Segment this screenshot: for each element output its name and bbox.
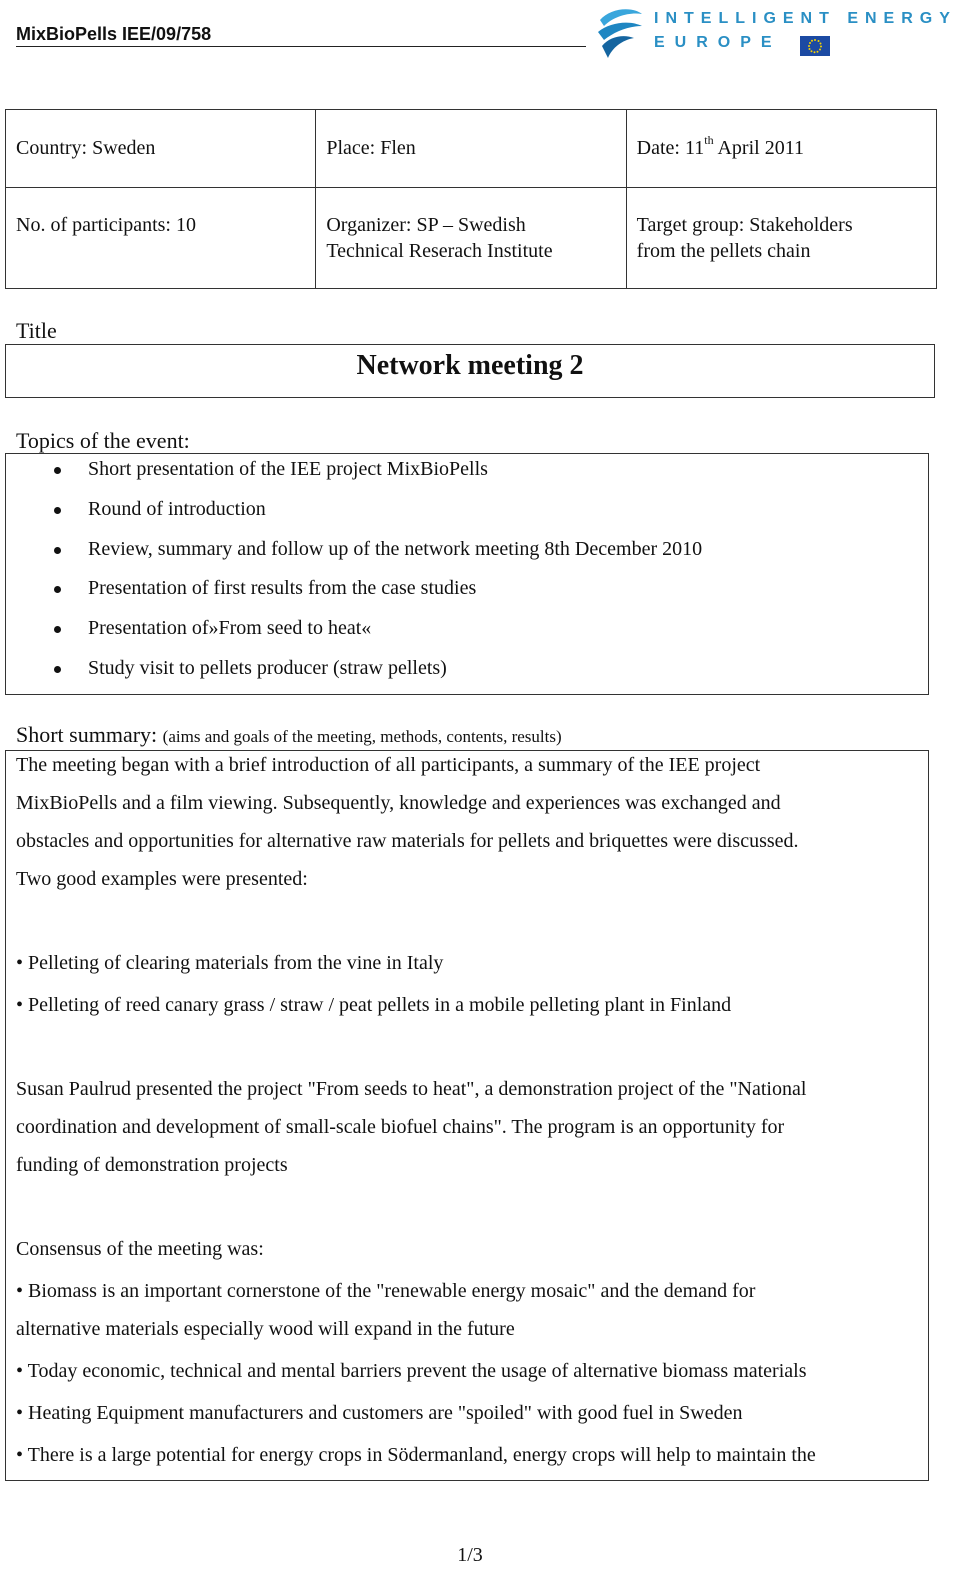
- consensus-item: • Biomass is an important cornerstone of the "renewable energy mosaic" and the demand for: [16, 1280, 756, 1302]
- consensus-item: • Today economic, technical and mental barriers prevent the usage of alternative biomass materials: [16, 1360, 807, 1382]
- meeting-title: Network meeting 2: [5, 344, 935, 398]
- consensus-item: • There is a large potential for energy crops in Södermanland, energy crops will help to maintain the: [16, 1444, 816, 1466]
- intelligent-energy-europe-logo: [596, 6, 956, 62]
- summary-paragraph-1: The meeting began with a brief introduction of all participants, a summary of the IEE project MixBioPells and a film viewing. Subsequently, knowledge and experiences was exchanged and obstacles and opportunities for alternative raw materials for pellets and briquettes were discussed. Two good examples were presented:: [16, 754, 799, 890]
- title-label: Title: [16, 318, 57, 343]
- consensus-item: alternative materials especially wood will expand in the future: [16, 1318, 515, 1340]
- topics-label: Topics of the event:: [16, 428, 190, 453]
- logo-text-line1: INTELLIGENT ENERGY: [654, 10, 957, 27]
- place-cell: Place: Flen: [316, 110, 626, 188]
- summary-box: [5, 750, 929, 1481]
- consensus-item: • Heating Equipment manufacturers and customers are "spoiled" with good fuel in Sweden: [16, 1402, 743, 1424]
- logo-text-line2: EUROPE: [654, 34, 782, 51]
- organizer-cell: Organizer: SP – Swedish Technical Reserach Institute: [316, 188, 626, 289]
- event-info-table: [5, 109, 937, 289]
- example-item: • Pelleting of clearing materials from the vine in Italy: [16, 952, 444, 974]
- example-item: • Pelleting of reed canary grass / straw / peat pellets in a mobile pelleting plant in Finland: [16, 994, 732, 1016]
- summary-paragraph-2: Susan Paulrud presented the project "From seeds to heat", a demonstration project of the "National coordination and development of small-scale biofuel chains". The program is an opportunity for funding of demonstration projects: [16, 1078, 807, 1176]
- date-cell: Date: 11th April 2011: [626, 110, 936, 188]
- eu-flag-icon: [800, 36, 830, 56]
- summary-label: Short summary: (aims and goals of the meeting, methods, contents, results): [16, 722, 562, 747]
- target-group-cell: Target group: Stakeholders from the pellets chain: [626, 188, 936, 289]
- project-code: MixBioPells IEE/09/758: [16, 24, 586, 47]
- participants-cell: No. of participants: 10: [6, 188, 316, 289]
- page-number: 1/3: [457, 1544, 483, 1566]
- swoosh-icon: [596, 6, 648, 60]
- country-cell: Country: Sweden: [6, 110, 316, 188]
- topics-list: Short presentation of the IEE project MixBioPells Round of introduction Review, summary and follow up of the network meeting 8th December 2010 Presentation of first results from the case studies Presentation of»From seed to heat« Study visit to pellets producer (straw pellets): [5, 453, 929, 695]
- consensus-label: Consensus of the meeting was:: [16, 1238, 264, 1260]
